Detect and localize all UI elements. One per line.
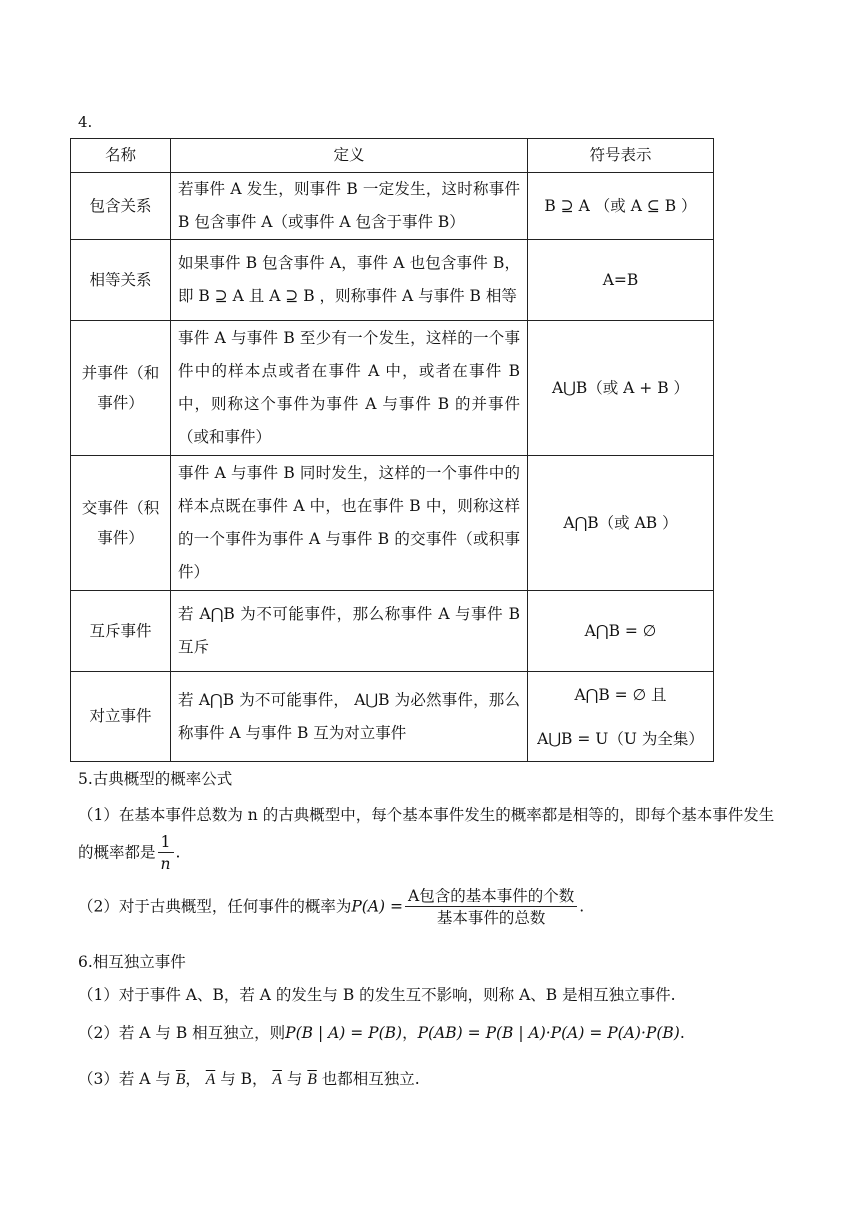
- row-definition: 事件 A 与事件 B 同时发生，这样的一个事件中的样本点既在事件 A 中，也在事件 B 中，则称这样的一个事件为事件 A 与事件 B 的交事件（或积事件）: [171, 456, 528, 591]
- row-name: 互斥事件: [71, 591, 171, 672]
- header-symbol: 符号表示: [528, 139, 714, 173]
- paragraph-text: （3）若 A 与: [78, 1070, 171, 1088]
- formula-conditional: P(B | A) = P(B): [285, 1024, 403, 1042]
- text-segment: ，: [185, 1070, 201, 1088]
- text-segment: 与: [286, 1070, 303, 1088]
- section-4-number: 4.: [78, 113, 93, 131]
- paragraph-end: .: [579, 897, 585, 916]
- complement-b: $\overline{B}$: [175, 1071, 186, 1088]
- row-symbol: A⋃B（或 A + B ）: [528, 321, 714, 456]
- text-segment: 与 B，: [220, 1070, 268, 1088]
- paragraph-end: .: [175, 843, 181, 862]
- table-row: [71, 672, 714, 762]
- section-5-paragraph-1: [78, 798, 783, 875]
- section-6-paragraph-3: [78, 1064, 783, 1095]
- symbol-line-2: A⋃B = U（U 为全集）: [537, 729, 704, 748]
- section-6-paragraph-1: （1）对于事件 A、B，若 A 的发生与 B 的发生互不影响，则称 A、B 是相互独立事件.: [78, 986, 676, 1004]
- event-relations-table: [70, 138, 714, 762]
- row-symbol: A⋂B = ∅: [528, 591, 714, 672]
- fraction-one-over-n: [158, 832, 174, 875]
- paragraph-text: （1）在基本事件总数为 n 的古典概型中，每个基本事件发生的概率都是相等的，即每个基本事件发生的概率都是: [78, 806, 775, 862]
- row-symbol: B ⊇ A （或 A ⊆ B ）: [528, 173, 714, 240]
- complement-a: $\overline{A}$: [272, 1071, 282, 1088]
- header-name: 名称: [71, 139, 171, 173]
- classical-probability-fraction: [405, 886, 577, 929]
- paragraph-text: （2）若 A 与 B 相互独立，则: [78, 1024, 286, 1042]
- table-row: [71, 591, 714, 672]
- fraction-numerator: A包含的基本事件的个数: [405, 886, 577, 907]
- paragraph-text: （2）对于古典概型，任何事件的概率为: [78, 897, 352, 916]
- fraction-denominator: n: [160, 855, 171, 873]
- section-5-paragraph-2: [78, 886, 783, 929]
- fraction-denominator: 基本事件的总数: [436, 909, 546, 927]
- row-name: 包含关系: [71, 173, 171, 240]
- table-header-row: [71, 139, 714, 173]
- table-row: [71, 321, 714, 456]
- row-definition: 若 A⋂B 为不可能事件，那么称事件 A 与事件 B 互斥: [171, 591, 528, 672]
- section-6-paragraph-2: [78, 1018, 783, 1048]
- row-definition: 若事件 A 发生，则事件 B 一定发生，这时称事件 B 包含事件 A（或事件 A 包含于事件 B）: [171, 173, 528, 240]
- row-symbol: [528, 672, 714, 762]
- row-definition: 如果事件 B 包含事件 A，事件 A 也包含事件 B，即 B ⊇ A 且 A ⊇ B ，则称事件 A 与事件 B 相等: [171, 240, 528, 321]
- row-definition: 若 A⋂B 为不可能事件， A⋃B 为必然事件，那么称事件 A 与事件 B 互为对立事件: [171, 672, 528, 762]
- row-name: 相等关系: [71, 240, 171, 321]
- symbol-line-1: A⋂B = ∅ 且: [574, 685, 667, 704]
- section-5-title: 5.古典概型的概率公式: [78, 770, 233, 788]
- row-name: 并事件（和事件）: [71, 321, 171, 456]
- row-symbol: A⋂B（或 AB ）: [528, 456, 714, 591]
- separator: ，: [402, 1024, 418, 1042]
- header-definition: 定义: [171, 139, 528, 173]
- fraction-numerator: 1: [158, 832, 174, 853]
- row-name: 交事件（积事件）: [71, 456, 171, 591]
- text-segment: 也都相互独立.: [321, 1070, 420, 1088]
- row-definition: 事件 A 与事件 B 至少有一个发生，这样的一个事件中的样本点或者在事件 A 中，或者在事件 B 中，则称这个事件为事件 A 与事件 B 的并事件（或和事件）: [171, 321, 528, 456]
- row-name: 对立事件: [71, 672, 171, 762]
- paragraph-end: .: [679, 1024, 685, 1042]
- table-row: [71, 240, 714, 321]
- section-6-title: 6.相互独立事件: [78, 953, 186, 971]
- complement-b: $\overline{B}$: [307, 1071, 317, 1088]
- table-row: [71, 456, 714, 591]
- formula-product: P(AB) = P(B | A)·P(A) = P(A)·P(B): [417, 1024, 680, 1042]
- row-symbol: A=B: [528, 240, 714, 321]
- table-row: [71, 173, 714, 240]
- complement-a: $\overline{A}$: [205, 1071, 216, 1088]
- probability-lhs: P(A) =: [351, 897, 404, 916]
